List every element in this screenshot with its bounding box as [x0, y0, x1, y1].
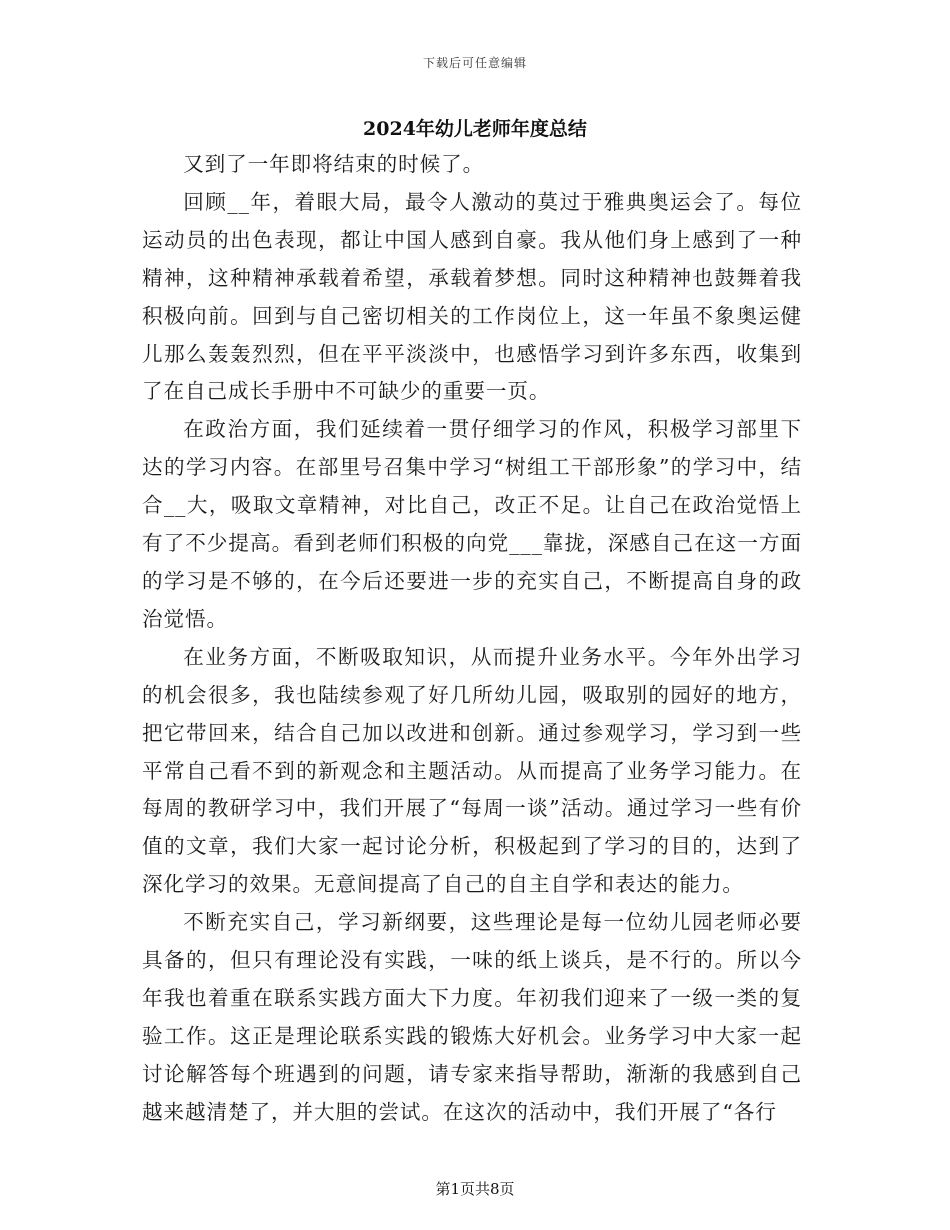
document-title: 2024年幼儿老师年度总结: [363, 118, 587, 140]
paragraph-opening: 又到了一年即将结束的时候了。: [183, 152, 485, 176]
document-body: [142, 146, 802, 1132]
paragraph-review: 回顾__年，着眼大局，最令人激动的莫过于雅典奥运会了。每位运动员的出色表现，都让中国人感到自豪。我从他们身上感到了一种精神，这种精神承载着希望，承载着梦想。同时这种精神也鼓舞着我积极向前。回到与自己密切相关的工作岗位上，这一年虽不象奥运健儿那么轰轰烈烈，但在平平淡淡中，也感悟学习到许多东西，收集到了在自己成长手册中不可缺少的重要一页。: [142, 189, 802, 404]
page-header-note: 下载后可任意编辑: [422, 56, 527, 70]
paragraph-business: 在业务方面，不断吸取知识，从而提升业务水平。今年外出学习的机会很多，我也陆续参观了好几所幼儿园，吸取别的园好的地方，把它带回来，结合自己加以改进和创新。通过参观学习，学习到一些平常自己看不到的新观念和主题活动。从而提高了业务学习能力。在每周的教研学习中，我们开展了“每周一谈”活动。通过学习一些有价值的文章，我们大家一起讨论分析，积极起到了学习的目的，达到了深化学习的效果。无意间提高了自己的自主自学和表达的能力。: [142, 644, 802, 897]
page-number-footer: 第1页共8页: [435, 1180, 515, 1198]
paragraph-practice: 不断充实自己，学习新纲要，这些理论是每一位幼儿园老师必要具备的，但只有理论没有实践，一味的纸上谈兵，是不行的。所以今年我也着重在联系实践方面大下力度。年初我们迎来了一级一类的复验工作。这正是理论联系实践的锻炼大好机会。业务学习中大家一起讨论解答每个班遇到的问题，请专家来指导帮助，渐渐的我感到自己越来越清楚了，并大胆的尝试。在这次的活动中，我们开展了“各行: [142, 910, 802, 1124]
paragraph-politics: 在政治方面，我们延续着一贯仔细学习的作风，积极学习部里下达的学习内容。在部里号召集中学习“树组工干部形象”的学习中，结合__大，吸取文章精神，对比自己，改正不足。让自己在政治觉悟上有了不少提高。看到老师们积极的向党___靠拢，深感自己在这一方面的学习是不够的，在今后还要进一步的充实自己，不断提高自身的政治觉悟。: [142, 417, 802, 631]
